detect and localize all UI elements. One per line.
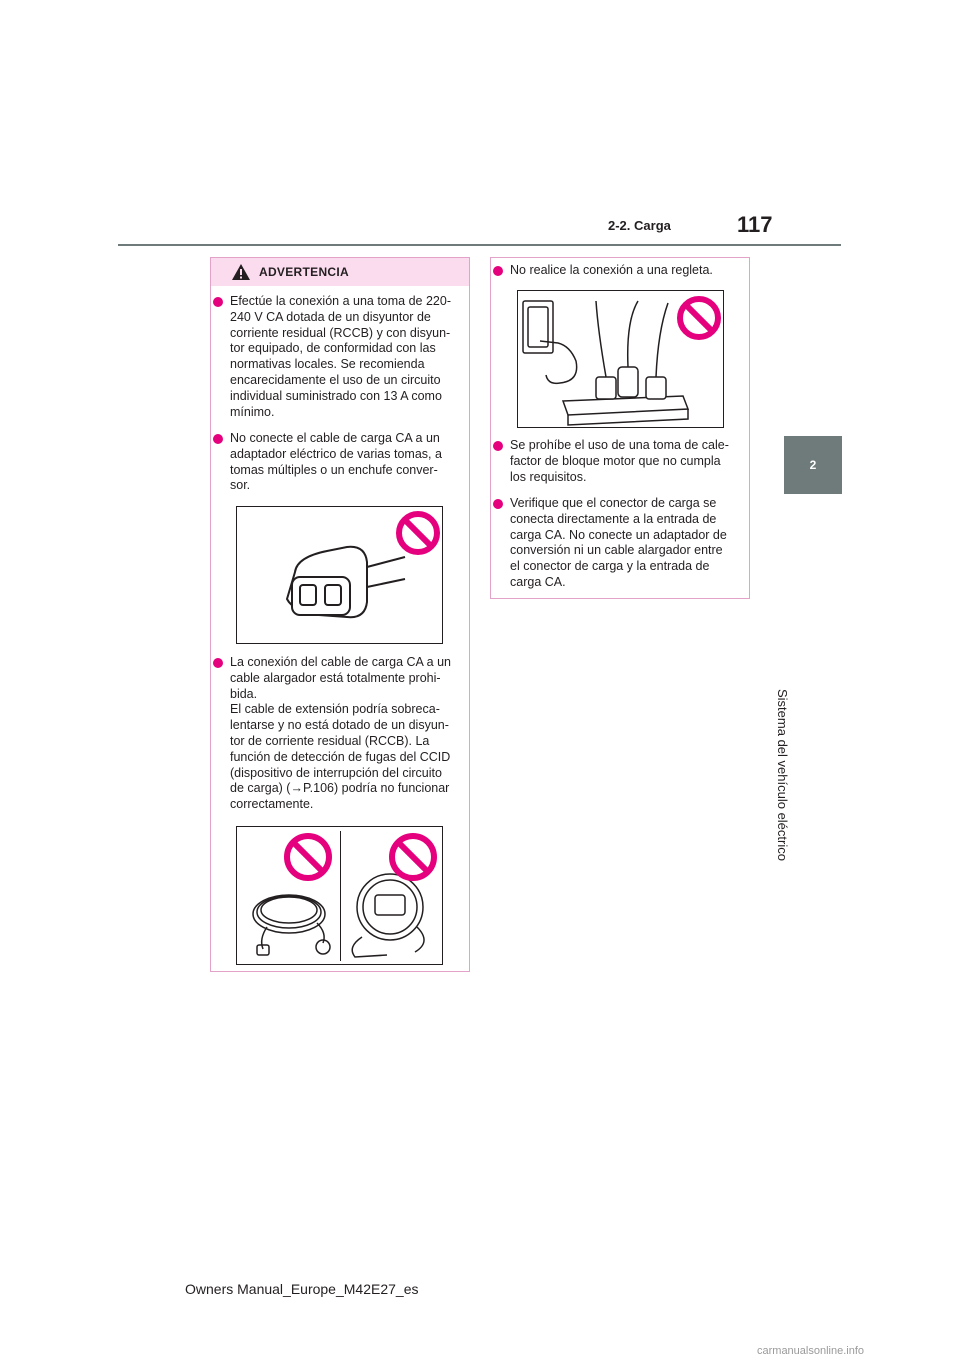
- chapter-number: 2: [809, 458, 817, 472]
- warning-title: ADVERTENCIA: [259, 265, 349, 279]
- warning-item-text: Verifique que el conector de carga se conecta directamente a la entrada de carga CA. No conecte un adaptador de conversión ni un cable alargador entre el conector de carga y la entrada de carga CA.: [510, 496, 727, 589]
- adapter-plug-figure: [236, 506, 443, 644]
- bullet-icon: [213, 434, 223, 444]
- warning-header: [211, 258, 469, 286]
- footer-manual-id: Owners Manual_Europe_M42E27_es: [185, 1281, 419, 1297]
- warning-item-6: [493, 496, 745, 591]
- bullet-icon: [493, 266, 503, 276]
- chapter-title: Sistema del vehículo eléctrico: [775, 689, 790, 861]
- warning-item-2: [213, 431, 465, 494]
- warning-item-text: No realice la conexión a una regleta.: [510, 263, 713, 277]
- warning-item-text: La conexión del cable de carga CA a un cable alargador está totalmente prohi- bida. El cable de extensión podría sobreca- lentarse y no está dotado de un disyun- tor de corriente residual (RCCB). La función de detección de fugas del CCID (dispositivo de interrupción del circuito de carga) (→P.106) podría no funcionar correctamente.: [230, 655, 451, 812]
- header-rule: [118, 244, 841, 246]
- page-number: 117: [737, 212, 773, 237]
- prohibited-icon: [388, 832, 438, 882]
- prohibited-icon: [676, 295, 722, 341]
- figure-divider: [340, 831, 341, 961]
- warning-item-4: [493, 263, 745, 279]
- warning-item-text: Efectúe la conexión a una toma de 220- 240 V CA dotada de un disyuntor de corriente residual (RCCB) y con disyun- tor equipado, de conformidad con las normativas locales. Se recomienda encarecidamente el uso de un circuito individual suministrado con 13 A como mínimo.: [230, 294, 451, 419]
- bullet-icon: [213, 658, 223, 668]
- extension-cable-figure: [236, 826, 443, 965]
- watermark: carmanualsonline.info: [757, 1345, 865, 1357]
- bullet-icon: [493, 499, 503, 509]
- chapter-tab: [784, 436, 842, 494]
- bullet-icon: [213, 297, 223, 307]
- prohibited-icon: [283, 832, 333, 882]
- warning-item-1: [213, 294, 465, 420]
- warning-item-5: [493, 438, 745, 485]
- warning-triangle-icon: [231, 263, 251, 281]
- power-strip-figure: [517, 290, 724, 428]
- warning-item-text: No conecte el cable de carga CA a un adaptador eléctrico de varias tomas, a tomas múltiples o un enchufe conver- sor.: [230, 431, 442, 493]
- warning-item-text: Se prohíbe el uso de una toma de cale- factor de bloque motor que no cumpla los requisitos.: [510, 438, 729, 484]
- bullet-icon: [493, 441, 503, 451]
- prohibited-icon: [395, 510, 441, 556]
- warning-item-3: [213, 655, 465, 813]
- section-title: 2-2. Carga: [608, 218, 671, 233]
